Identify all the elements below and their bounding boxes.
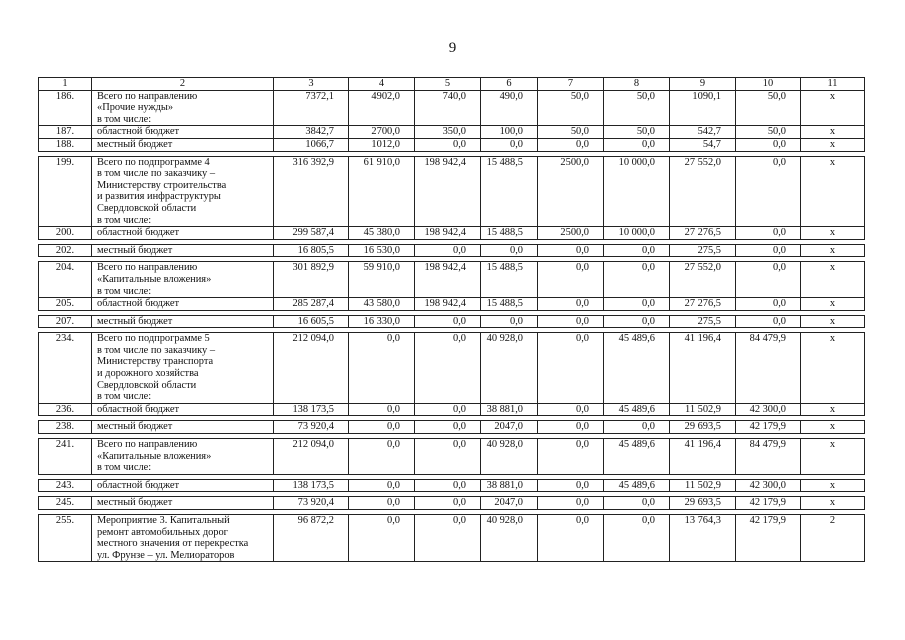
column-header: 7 xyxy=(538,78,604,91)
value-cell: 212 094,0 xyxy=(274,439,349,475)
description-line: областной бюджет xyxy=(97,126,180,138)
value-cell: 15 488,5 xyxy=(481,298,538,311)
table-segment xyxy=(38,244,865,258)
value-cell: 0,0 xyxy=(736,315,801,328)
description-line: областной бюджет xyxy=(97,227,180,239)
value-cell: 73 920,4 xyxy=(274,497,349,510)
value-cell: 0,0 xyxy=(538,315,604,328)
description-line: Мероприятие 3. Капитальный xyxy=(97,515,230,526)
value-cell: 43 580,0 xyxy=(349,298,415,311)
row-number-cell: 200. xyxy=(39,227,92,240)
row-number-cell: 205. xyxy=(39,298,92,311)
description-cell xyxy=(92,244,274,257)
value-cell: 0,0 xyxy=(538,262,604,298)
value-cell: 3842,7 xyxy=(274,126,349,139)
value-cell: 27 276,5 xyxy=(670,298,736,311)
value-cell: x xyxy=(801,262,865,298)
value-cell: 0,0 xyxy=(415,515,481,562)
table-row xyxy=(39,421,865,434)
value-cell: 38 881,0 xyxy=(481,403,538,416)
column-header: 8 xyxy=(604,78,670,91)
value-cell: 96 872,2 xyxy=(274,515,349,562)
value-cell: 11 502,9 xyxy=(670,403,736,416)
table-segment xyxy=(38,496,865,510)
value-cell: 0,0 xyxy=(736,262,801,298)
value-cell: 0,0 xyxy=(538,403,604,416)
value-cell: 198 942,4 xyxy=(415,262,481,298)
value-cell: 15 488,5 xyxy=(481,262,538,298)
value-cell: 0,0 xyxy=(604,421,670,434)
value-cell: 50,0 xyxy=(604,90,670,126)
row-number-cell: 188. xyxy=(39,138,92,151)
description-line: в том числе по заказчику – xyxy=(97,168,216,180)
value-cell: x xyxy=(801,497,865,510)
description-cell xyxy=(92,497,274,510)
value-cell: x xyxy=(801,421,865,434)
description-line: Всего по направлению xyxy=(97,262,198,274)
value-cell: 16 605,5 xyxy=(274,315,349,328)
value-cell: 2700,0 xyxy=(349,126,415,139)
value-cell: 0,0 xyxy=(604,138,670,151)
table-row xyxy=(39,403,865,416)
value-cell: 0,0 xyxy=(481,138,538,151)
value-cell: 0,0 xyxy=(415,497,481,510)
value-cell: x xyxy=(801,244,865,257)
value-cell: 299 587,4 xyxy=(274,227,349,240)
value-cell: 0,0 xyxy=(538,497,604,510)
value-cell: 0,0 xyxy=(538,439,604,475)
table-row xyxy=(39,515,865,562)
description-line: «Капитальные вложения» xyxy=(97,273,212,285)
value-cell: 0,0 xyxy=(415,244,481,257)
page-number: 9 xyxy=(448,40,457,56)
description-line: местный бюджет xyxy=(97,138,173,150)
value-cell: 350,0 xyxy=(415,126,481,139)
value-cell: 10 000,0 xyxy=(604,156,670,227)
row-number-cell: 238. xyxy=(39,421,92,434)
value-cell: 42 179,9 xyxy=(736,515,801,562)
description-cell xyxy=(92,90,274,126)
table-segment xyxy=(38,438,865,475)
description-cell xyxy=(92,479,274,492)
description-line: Всего по подпрограмме 5 xyxy=(97,333,210,345)
value-cell: 13 764,3 xyxy=(670,515,736,562)
value-cell: 0,0 xyxy=(736,298,801,311)
value-cell: 316 392,9 xyxy=(274,156,349,227)
value-cell: 212 094,0 xyxy=(274,333,349,404)
value-cell: x xyxy=(801,298,865,311)
description-line: «Прочие нужды» xyxy=(97,102,174,114)
value-cell: 73 920,4 xyxy=(274,421,349,434)
row-number-cell: 202. xyxy=(39,244,92,257)
value-cell: 0,0 xyxy=(415,333,481,404)
value-cell: 11 502,9 xyxy=(670,479,736,492)
description-line: в том числе по заказчику – xyxy=(97,344,216,356)
description-line: в том числе: xyxy=(97,462,152,474)
value-cell: 0,0 xyxy=(349,403,415,416)
value-cell: 42 300,0 xyxy=(736,403,801,416)
value-cell: 15 488,5 xyxy=(481,156,538,227)
table-segment xyxy=(38,514,865,562)
table-row xyxy=(39,298,865,311)
description-cell xyxy=(92,421,274,434)
description-line: и дорожного хозяйства xyxy=(97,368,199,380)
value-cell: x xyxy=(801,479,865,492)
value-cell: 40 928,0 xyxy=(481,333,538,404)
table-row xyxy=(39,497,865,510)
value-cell: x xyxy=(801,156,865,227)
table-row xyxy=(39,90,865,126)
value-cell: 2500,0 xyxy=(538,227,604,240)
description-line: областной бюджет xyxy=(97,403,180,415)
description-cell xyxy=(92,126,274,139)
value-cell: 1090,1 xyxy=(670,90,736,126)
value-cell: x xyxy=(801,403,865,416)
description-cell xyxy=(92,227,274,240)
value-cell: 275,5 xyxy=(670,315,736,328)
value-cell: 0,0 xyxy=(415,421,481,434)
value-cell: 45 380,0 xyxy=(349,227,415,240)
value-cell: 138 173,5 xyxy=(274,479,349,492)
value-cell: 0,0 xyxy=(604,515,670,562)
row-number-cell: 234. xyxy=(39,333,92,404)
description-line: в том числе: xyxy=(97,391,152,403)
value-cell: 198 942,4 xyxy=(415,227,481,240)
description-line: местный бюджет xyxy=(97,315,173,327)
value-cell: 16 330,0 xyxy=(349,315,415,328)
description-cell xyxy=(92,156,274,227)
description-cell xyxy=(92,439,274,475)
description-line: местный бюджет xyxy=(97,244,173,256)
description-line: Всего по подпрограмме 4 xyxy=(97,156,210,168)
column-header: 5 xyxy=(415,78,481,91)
value-cell: 740,0 xyxy=(415,90,481,126)
value-cell: 1012,0 xyxy=(349,138,415,151)
description-line: Министерству транспорта xyxy=(97,356,214,368)
value-cell: 0,0 xyxy=(604,262,670,298)
value-cell: 50,0 xyxy=(604,126,670,139)
value-cell: 42 300,0 xyxy=(736,479,801,492)
column-header: 6 xyxy=(481,78,538,91)
value-cell: 7372,1 xyxy=(274,90,349,126)
value-cell: 2047,0 xyxy=(481,497,538,510)
value-cell: 1066,7 xyxy=(274,138,349,151)
row-number-cell: 243. xyxy=(39,479,92,492)
column-header: 9 xyxy=(670,78,736,91)
table-row xyxy=(39,126,865,139)
value-cell: 10 000,0 xyxy=(604,227,670,240)
description-line: Всего по направлению xyxy=(97,90,198,102)
value-cell: 0,0 xyxy=(736,156,801,227)
description-line: в том числе: xyxy=(97,285,152,297)
value-cell: 0,0 xyxy=(349,497,415,510)
value-cell: 0,0 xyxy=(415,479,481,492)
value-cell: 490,0 xyxy=(481,90,538,126)
value-cell: 59 910,0 xyxy=(349,262,415,298)
description-cell xyxy=(92,333,274,404)
value-cell: 50,0 xyxy=(736,90,801,126)
value-cell: 0,0 xyxy=(736,138,801,151)
value-cell: 27 552,0 xyxy=(670,156,736,227)
value-cell: 16 530,0 xyxy=(349,244,415,257)
value-cell: 45 489,6 xyxy=(604,479,670,492)
header-row xyxy=(39,78,865,91)
description-cell xyxy=(92,138,274,151)
description-cell xyxy=(92,403,274,416)
value-cell: 0,0 xyxy=(349,515,415,562)
column-header: 11 xyxy=(801,78,865,91)
value-cell: 84 479,9 xyxy=(736,333,801,404)
value-cell: 285 287,4 xyxy=(274,298,349,311)
description-line: Свердловской области xyxy=(97,379,197,391)
value-cell: 45 489,6 xyxy=(604,333,670,404)
description-line: Всего по направлению xyxy=(97,439,198,451)
value-cell: 15 488,5 xyxy=(481,227,538,240)
value-cell: 0,0 xyxy=(349,479,415,492)
value-cell: 84 479,9 xyxy=(736,439,801,475)
value-cell: 0,0 xyxy=(349,439,415,475)
value-cell: 50,0 xyxy=(538,126,604,139)
value-cell: 40 928,0 xyxy=(481,515,538,562)
value-cell: 0,0 xyxy=(349,421,415,434)
value-cell: 0,0 xyxy=(481,244,538,257)
value-cell: 0,0 xyxy=(538,421,604,434)
value-cell: 0,0 xyxy=(415,439,481,475)
value-cell: 542,7 xyxy=(670,126,736,139)
description-line: ремонт автомобильных дорог xyxy=(97,526,228,538)
table-segment xyxy=(38,479,865,493)
value-cell: 0,0 xyxy=(481,315,538,328)
value-cell: 54,7 xyxy=(670,138,736,151)
table-segment xyxy=(38,77,865,152)
value-cell: 0,0 xyxy=(736,244,801,257)
row-number-cell: 241. xyxy=(39,439,92,475)
column-header: 1 xyxy=(39,78,92,91)
value-cell: 38 881,0 xyxy=(481,479,538,492)
value-cell: 0,0 xyxy=(415,138,481,151)
description-cell xyxy=(92,262,274,298)
value-cell: 198 942,4 xyxy=(415,156,481,227)
description-line: областной бюджет xyxy=(97,479,180,491)
description-cell xyxy=(92,515,274,562)
table-row xyxy=(39,227,865,240)
value-cell: 138 173,5 xyxy=(274,403,349,416)
value-cell: 27 552,0 xyxy=(670,262,736,298)
budget-table xyxy=(38,77,864,562)
description-line: местный бюджет xyxy=(97,497,173,509)
table-segment xyxy=(38,315,865,329)
value-cell: 0,0 xyxy=(415,403,481,416)
table-segment xyxy=(38,420,865,434)
value-cell: 50,0 xyxy=(538,90,604,126)
value-cell: 42 179,9 xyxy=(736,497,801,510)
table-row xyxy=(39,244,865,257)
row-number-cell: 199. xyxy=(39,156,92,227)
value-cell: 2 xyxy=(801,515,865,562)
description-line: в том числе: xyxy=(97,214,152,226)
value-cell: 0,0 xyxy=(736,227,801,240)
description-line: Свердловской области xyxy=(97,202,197,214)
table-row xyxy=(39,262,865,298)
value-cell: 301 892,9 xyxy=(274,262,349,298)
value-cell: 50,0 xyxy=(736,126,801,139)
table-row xyxy=(39,315,865,328)
value-cell: 40 928,0 xyxy=(481,439,538,475)
value-cell: x xyxy=(801,90,865,126)
value-cell: x xyxy=(801,439,865,475)
table-segment xyxy=(38,156,865,240)
value-cell: 0,0 xyxy=(538,138,604,151)
row-number-cell: 186. xyxy=(39,90,92,126)
row-number-cell: 255. xyxy=(39,515,92,562)
value-cell: 100,0 xyxy=(481,126,538,139)
description-line: «Капитальные вложения» xyxy=(97,450,212,462)
value-cell: x xyxy=(801,227,865,240)
value-cell: 0,0 xyxy=(538,298,604,311)
row-number-cell: 204. xyxy=(39,262,92,298)
value-cell: x xyxy=(801,126,865,139)
table-segment xyxy=(38,261,865,310)
row-number-cell: 187. xyxy=(39,126,92,139)
value-cell: 29 693,5 xyxy=(670,421,736,434)
value-cell: 4902,0 xyxy=(349,90,415,126)
value-cell: 0,0 xyxy=(604,298,670,311)
value-cell: 198 942,4 xyxy=(415,298,481,311)
value-cell: 0,0 xyxy=(538,333,604,404)
description-line: Министерству строительства xyxy=(97,179,227,191)
description-line: в том числе: xyxy=(97,113,152,125)
value-cell: 275,5 xyxy=(670,244,736,257)
value-cell: 0,0 xyxy=(538,244,604,257)
row-number-cell: 245. xyxy=(39,497,92,510)
value-cell: 2047,0 xyxy=(481,421,538,434)
value-cell: 41 196,4 xyxy=(670,439,736,475)
value-cell: 0,0 xyxy=(604,315,670,328)
table-row xyxy=(39,333,865,404)
table-row xyxy=(39,479,865,492)
value-cell: 27 276,5 xyxy=(670,227,736,240)
column-header: 3 xyxy=(274,78,349,91)
column-header: 10 xyxy=(736,78,801,91)
row-number-cell: 207. xyxy=(39,315,92,328)
value-cell: 45 489,6 xyxy=(604,403,670,416)
table-segment xyxy=(38,332,865,416)
table-row xyxy=(39,138,865,151)
description-line: ул. Фрунзе – ул. Мелиораторов xyxy=(97,549,235,561)
description-cell xyxy=(92,315,274,328)
value-cell: 0,0 xyxy=(604,497,670,510)
description-line: местного значения от перекрестка xyxy=(97,538,249,550)
column-header: 4 xyxy=(349,78,415,91)
value-cell: 29 693,5 xyxy=(670,497,736,510)
value-cell: x xyxy=(801,333,865,404)
description-cell xyxy=(92,298,274,311)
table-row xyxy=(39,156,865,227)
value-cell: x xyxy=(801,315,865,328)
value-cell: 0,0 xyxy=(604,244,670,257)
value-cell: 0,0 xyxy=(538,479,604,492)
table-row xyxy=(39,439,865,475)
description-line: областной бюджет xyxy=(97,298,180,310)
value-cell: 41 196,4 xyxy=(670,333,736,404)
value-cell: 61 910,0 xyxy=(349,156,415,227)
value-cell: 2500,0 xyxy=(538,156,604,227)
value-cell: 45 489,6 xyxy=(604,439,670,475)
row-number-cell: 236. xyxy=(39,403,92,416)
value-cell: 16 805,5 xyxy=(274,244,349,257)
value-cell: x xyxy=(801,138,865,151)
description-line: и развития инфраструктуры xyxy=(97,191,221,203)
value-cell: 42 179,9 xyxy=(736,421,801,434)
value-cell: 0,0 xyxy=(538,515,604,562)
description-line: местный бюджет xyxy=(97,421,173,433)
column-header: 2 xyxy=(92,78,274,91)
value-cell: 0,0 xyxy=(415,315,481,328)
value-cell: 0,0 xyxy=(349,333,415,404)
